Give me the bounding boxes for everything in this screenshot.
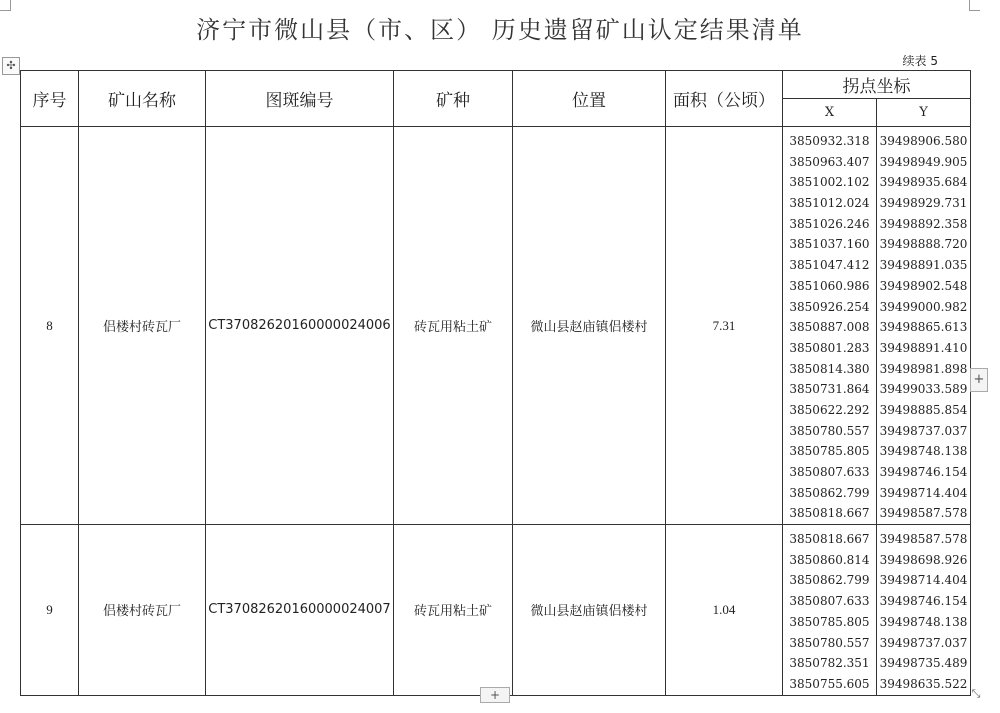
coord-x-value: 3850862.799 [789, 485, 870, 500]
coord-x-value: 3850622.292 [789, 402, 870, 417]
add-column-handle-icon[interactable]: + [970, 368, 988, 392]
row-map-id: CT37082620160000024006 [206, 127, 394, 525]
row-x-coords [783, 525, 877, 696]
coord-y-value: 39498746.154 [879, 465, 968, 479]
row-seq: 8 [21, 127, 79, 525]
coord-y-value: 39498906.580 [879, 134, 968, 148]
coord-y-value: 39498865.613 [879, 320, 968, 335]
coord-y-value: 39499000.982 [879, 299, 968, 314]
coord-y-value: 39498902.548 [879, 278, 968, 293]
coord-y-value: 39498737.037 [879, 635, 968, 650]
coord-y-value: 39498929.731 [879, 196, 968, 211]
row-y-coords [877, 127, 971, 525]
coord-y-value: 39498587.578 [879, 506, 968, 521]
coord-x-value: 3851026.246 [789, 216, 870, 231]
coord-x-value: 3850818.667 [789, 532, 870, 547]
coord-y-value: 39498892.358 [879, 216, 968, 231]
row-seq: 9 [21, 525, 79, 696]
add-row-handle-icon[interactable]: + [480, 687, 510, 703]
coord-x-value: 3850818.667 [789, 506, 870, 521]
row-location: 微山县赵庙镇侣楼村 [513, 525, 666, 696]
header-map-id: 图斑编号 [206, 71, 394, 127]
coord-x-value: 3850785.805 [789, 614, 870, 629]
header-mine-name: 矿山名称 [79, 71, 206, 127]
header-location: 位置 [513, 71, 666, 127]
row-area: 1.04 [666, 525, 783, 696]
continued-label: 续表 5 [902, 54, 938, 68]
coord-x-value: 3850780.557 [789, 423, 870, 438]
coord-x-value: 3850932.318 [789, 134, 870, 148]
coord-y-value: 39498698.926 [879, 552, 968, 567]
header-mineral: 矿种 [394, 71, 513, 127]
row-area: 7.31 [666, 127, 783, 525]
coord-x-value: 3850755.605 [789, 676, 870, 691]
coord-x-value: 3850926.254 [789, 299, 870, 314]
row-map-id: CT37082620160000024007 [206, 525, 394, 696]
header-y: Y [877, 99, 971, 127]
coord-y-value: 39498746.154 [879, 594, 968, 609]
coord-y-value: 39498891.035 [879, 258, 968, 273]
coord-x-value: 3850862.799 [789, 573, 870, 588]
row-mine-name: 侣楼村砖瓦厂 [79, 525, 206, 696]
coord-x-value: 3850780.557 [789, 635, 870, 650]
coord-x-value: 3850807.633 [789, 465, 870, 479]
row-location: 微山县赵庙镇侣楼村 [513, 127, 666, 525]
header-coords: 拐点坐标 [783, 71, 971, 99]
mine-list-table [20, 70, 971, 696]
header-area: 面积（公顷） [666, 71, 783, 127]
coord-y-value: 39498748.138 [879, 444, 968, 459]
coord-y-value: 39498587.578 [879, 532, 968, 547]
coord-y-value: 39498888.720 [879, 237, 968, 252]
table-row [21, 525, 971, 696]
coord-x-value: 3851060.986 [789, 278, 870, 293]
row-mine-name: 侣楼村砖瓦厂 [79, 127, 206, 525]
coord-y-value: 39498981.898 [879, 361, 968, 376]
coord-x-value: 3851037.160 [789, 237, 870, 252]
header-seq: 序号 [21, 71, 79, 127]
row-mineral: 砖瓦用粘土矿 [394, 127, 513, 525]
header-x: X [783, 99, 877, 127]
coord-y-value: 39498935.684 [879, 175, 968, 190]
coord-x-value: 3850887.008 [789, 320, 870, 335]
coord-y-value: 39498714.404 [879, 485, 968, 500]
table-resize-handle-icon[interactable]: ⤡ [971, 687, 981, 700]
row-mineral: 砖瓦用粘土矿 [394, 525, 513, 696]
table-move-handle-icon[interactable]: ✣ [2, 57, 20, 75]
coord-y-value: 39498737.037 [879, 423, 968, 438]
document-title: 济宁市微山县（市、区） 历史遗留矿山认定结果清单 [196, 16, 804, 44]
row-x-coords [783, 127, 877, 525]
coord-y-value: 39498735.489 [879, 656, 968, 671]
coord-x-value: 3850814.380 [789, 361, 870, 376]
coord-x-value: 3851047.412 [789, 258, 870, 273]
coord-y-value: 39498635.522 [879, 676, 968, 691]
coord-x-value: 3850801.283 [789, 340, 870, 355]
coord-x-value: 3850782.351 [789, 656, 870, 671]
coord-x-value: 3851002.102 [789, 175, 870, 190]
coord-x-value: 3850785.805 [789, 444, 870, 459]
coord-x-value: 3850807.633 [789, 594, 870, 609]
coord-x-value: 3851012.024 [789, 196, 870, 211]
coord-y-value: 39498885.854 [879, 402, 968, 417]
coord-x-value: 3850963.407 [789, 154, 870, 169]
coord-y-value: 39498949.905 [879, 154, 968, 169]
coord-y-value: 39498748.138 [879, 614, 968, 629]
table-row [21, 127, 971, 525]
row-y-coords [877, 525, 971, 696]
coord-y-value: 39498891.410 [879, 340, 968, 355]
coord-x-value: 3850731.864 [789, 382, 870, 397]
coord-y-value: 39498714.404 [879, 573, 968, 588]
coord-y-value: 39499033.589 [879, 382, 968, 397]
coord-x-value: 3850860.814 [789, 552, 870, 567]
